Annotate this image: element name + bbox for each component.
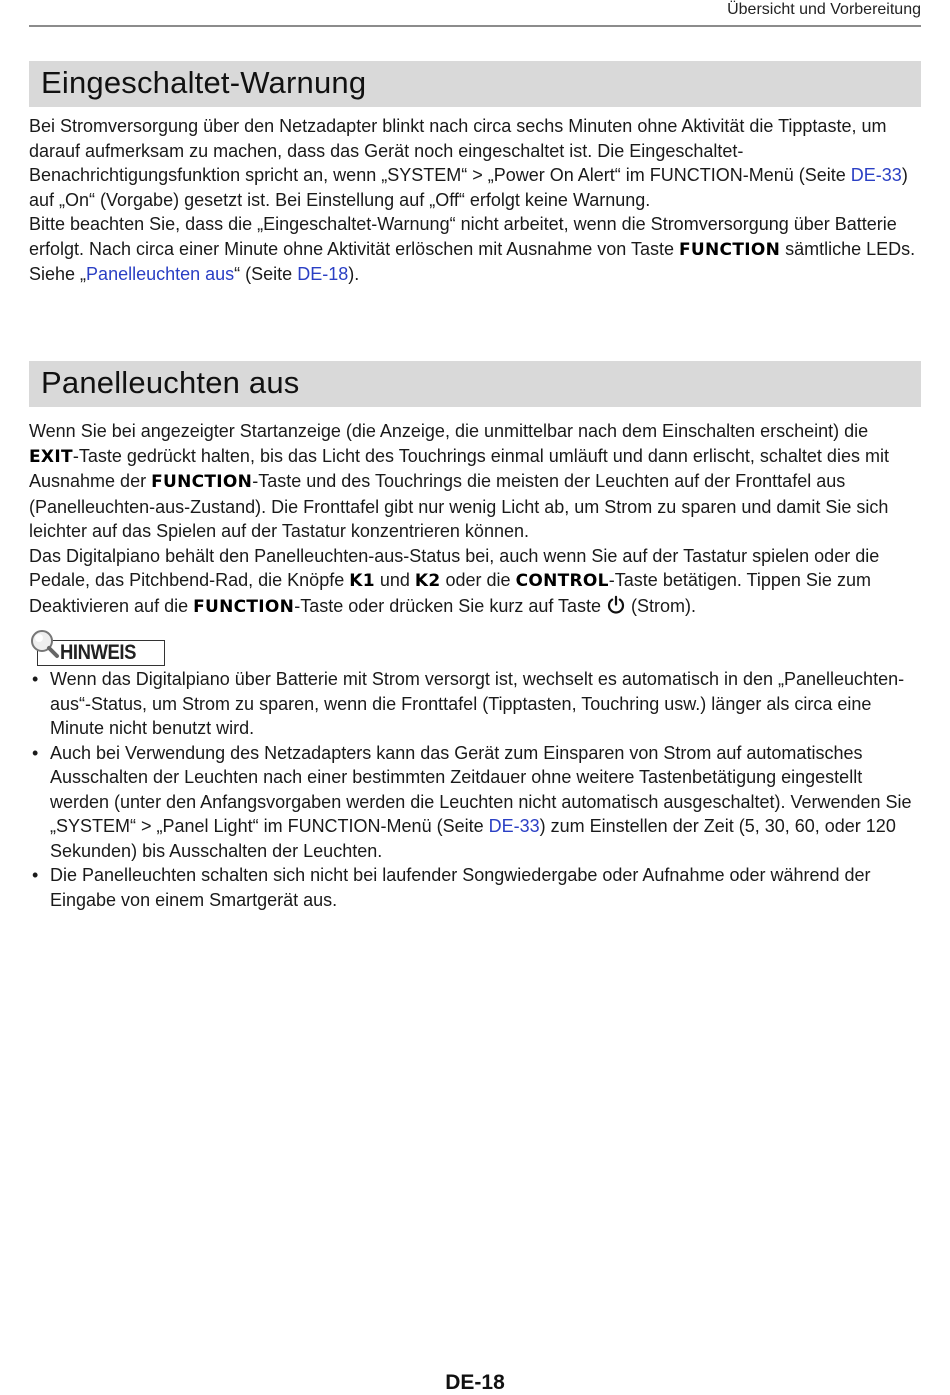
text-run: oder die xyxy=(440,570,516,590)
text-run: Die Panelleuchten schalten sich nicht bei laufender Songwiedergabe oder Aufnahme oder während der Eingabe von einem Smartgerät aus. xyxy=(50,865,871,910)
text-run: Wenn Sie bei angezeigter Startanzeige (die Anzeige, die unmittelbar nach dem Einschalten erscheint) die xyxy=(29,421,869,441)
key-control: CONTROL xyxy=(515,571,609,591)
note-label: HINWEIS xyxy=(60,641,136,664)
note-item xyxy=(29,741,921,864)
key-function: FUNCTION xyxy=(679,239,781,260)
text-run: ) zum Einstellen der Zeit (5, 30, 60, oder 120 Sekunden) bis Ausschalten der Leuchten. xyxy=(50,816,896,861)
paragraph xyxy=(29,419,921,544)
key-k1: K1 xyxy=(349,571,375,591)
text-run: -Taste oder drücken Sie kurz auf Taste xyxy=(294,595,607,616)
paragraph xyxy=(29,212,921,287)
link-panelleuchten-aus[interactable]: Panelleuchten aus xyxy=(86,264,235,284)
text-run: ) auf „On“ (Vorgabe) gesetzt ist. Bei Einstellung auf „Off“ erfolgt keine Warnung. xyxy=(29,165,908,210)
section-body-panelleuchten-aus xyxy=(29,419,921,619)
text-run: ). xyxy=(348,264,360,284)
key-function: FUNCTION xyxy=(193,596,295,617)
text-run: “ (Seite xyxy=(234,264,298,284)
key-function: FUNCTION xyxy=(151,472,253,492)
page-link-de-33[interactable]: DE-33 xyxy=(850,165,902,185)
text-run: -Taste und des Touchrings die meisten der Leuchten auf der Fronttafel aus (Panelleuchten-aus-Zustand). Die Fronttafel gibt nur wenig Licht ab, um Strom zu sparen und damit Sie sich leichter auf das Spielen auf der Tastatur konzentrieren können. xyxy=(29,471,889,541)
page-link-de-18[interactable]: DE-18 xyxy=(297,264,349,284)
text-run: -Taste betätigen. Tippen Sie zum Deaktivieren auf die xyxy=(29,570,871,616)
section-heading-eingeschaltet-warnung: Eingeschaltet-Warnung xyxy=(41,65,367,100)
section-heading-panelleuchten-aus: Panelleuchten aus xyxy=(41,365,300,400)
note-badge xyxy=(29,629,169,669)
page-link-de-33[interactable]: DE-33 xyxy=(488,816,540,836)
text-run: (Strom). xyxy=(626,595,697,616)
text-run: Bei Stromversorgung über den Netzadapter blinkt nach circa sechs Minuten ohne Aktivität die Tipptaste, um darauf aufmerksam zu machen, dass das Gerät noch eingeschaltet ist. Die Eingeschaltet-Benachrichtigungsfunktion spricht an, wenn „SYSTEM“ > „Power On Alert“ im FUNCTION-Menü (Seite xyxy=(29,116,887,185)
running-header: Übersicht und Vorbereitung xyxy=(727,1,921,18)
note-item xyxy=(29,667,921,741)
text-run: und xyxy=(374,570,415,590)
text-run: -Taste gedrückt halten, bis das Licht des Touchrings einmal umläuft und dann erlischt, schaltet dies mit Ausnahme der xyxy=(29,445,889,491)
text-run: Auch bei Verwendung des Netzadapters kann das Gerät zum Einsparen von Strom auf automatisches Ausschalten der Leuchten nach einer bestimmten Zeitdauer ohne weitere Tastenbetätigung eingestellt werden (unter den Anfangsvorgaben werden die Leuchten nicht automatisch ausgeschaltet). Verwenden Sie „SYSTEM“ > „Panel Light“ im FUNCTION-Menü (Seite xyxy=(50,742,912,836)
text-run: sämtliche LEDs. Siehe „ xyxy=(29,238,916,284)
paragraph xyxy=(29,544,921,620)
header-rule xyxy=(29,25,921,27)
text-run: Das Digitalpiano behält den Panelleuchten-aus-Status bei, auch wenn Sie auf der Tastatur spielen oder die Pedale, das Pitchbend-Rad, die Knöpfe xyxy=(29,545,880,590)
power-icon xyxy=(606,595,626,615)
note-list xyxy=(29,667,921,912)
section-heading-bar xyxy=(29,361,921,407)
note-item xyxy=(29,863,921,912)
key-exit: EXIT xyxy=(29,446,73,467)
text-run: Bitte beachten Sie, dass die „Eingeschaltet-Warnung“ nicht arbeitet, wenn die Stromversorgung über Batterie erfolgt. Nach circa einer Minute ohne Aktivität erlöschen mit Ausnahme von Taste xyxy=(29,214,897,259)
paragraph xyxy=(29,114,921,212)
section-heading-bar xyxy=(29,61,921,107)
key-k2: K2 xyxy=(414,571,441,591)
text-run: Wenn das Digitalpiano über Batterie mit Strom versorgt ist, wechselt es automatisch in den „Panelleuchten-aus“-Status, um Strom zu sparen, wenn die Fronttafel (Tipptasten, Touchring usw.) länger als circa eine Minute nicht benutzt wird. xyxy=(50,669,905,738)
section-body-eingeschaltet-warnung xyxy=(29,114,921,287)
magnifier-icon xyxy=(29,629,63,663)
page-number: DE-18 xyxy=(445,1371,505,1394)
